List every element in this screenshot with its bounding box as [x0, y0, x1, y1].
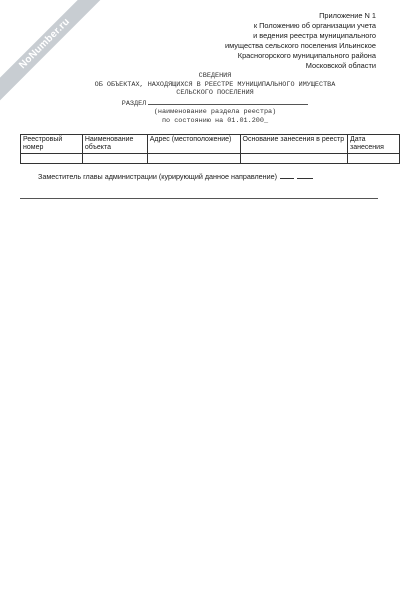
- appendix-line: Приложение N 1: [319, 11, 376, 20]
- document-title: СВЕДЕНИЯ: [198, 72, 232, 80]
- column-header: Дата занесения: [348, 135, 400, 154]
- table-cell: [21, 154, 83, 164]
- as-of-date: по состоянию на 01.01.200_: [161, 116, 269, 125]
- signature-line: [38, 172, 313, 181]
- table-cell: [240, 154, 348, 164]
- heading-subtitle: ОБ ОБЪЕКТАХ, НАХОДЯЩИХСЯ В РЕЕСТРЕ МУНИЦИПАЛЬНОГО ИМУЩЕСТВА: [94, 80, 336, 89]
- appendix-block: [176, 11, 376, 71]
- section-blank-line: [148, 98, 308, 105]
- registry-table: [20, 134, 400, 164]
- heading-subtitle-2: СЕЛЬСКОГО ПОСЕЛЕНИЯ: [176, 89, 254, 98]
- table-cell: [147, 154, 240, 164]
- divider: [20, 198, 378, 199]
- column-header: Основание занесения в реестр: [240, 135, 348, 154]
- table-header-row: [21, 135, 400, 154]
- table-cell: [82, 154, 147, 164]
- watermark-banner: NoNumber.ru: [0, 0, 104, 103]
- appendix-line: Московской области: [305, 61, 376, 70]
- table-cell: [348, 154, 400, 164]
- column-header: Реестровый номер: [21, 135, 83, 154]
- column-header: Наименование объекта: [82, 135, 147, 154]
- signature-text: Заместитель главы администрации (курирующий данное направление): [38, 172, 278, 181]
- appendix-line: и ведения реестра муниципального: [253, 31, 376, 40]
- appendix-line: имущества сельского поселения Ильинское: [224, 41, 376, 50]
- appendix-line: Красногорского муниципального района: [237, 51, 376, 60]
- signature-blank: [280, 172, 294, 179]
- document-heading: [40, 72, 390, 126]
- table-row: [21, 154, 400, 164]
- signature-blank: [297, 172, 313, 179]
- section-label: РАЗДЕЛ: [121, 99, 147, 108]
- appendix-line: к Положению об организации учета: [253, 21, 376, 30]
- section-caption: (наименование раздела реестра): [153, 108, 277, 117]
- column-header: Адрес (местоположение): [147, 135, 240, 154]
- section-field: [40, 98, 390, 109]
